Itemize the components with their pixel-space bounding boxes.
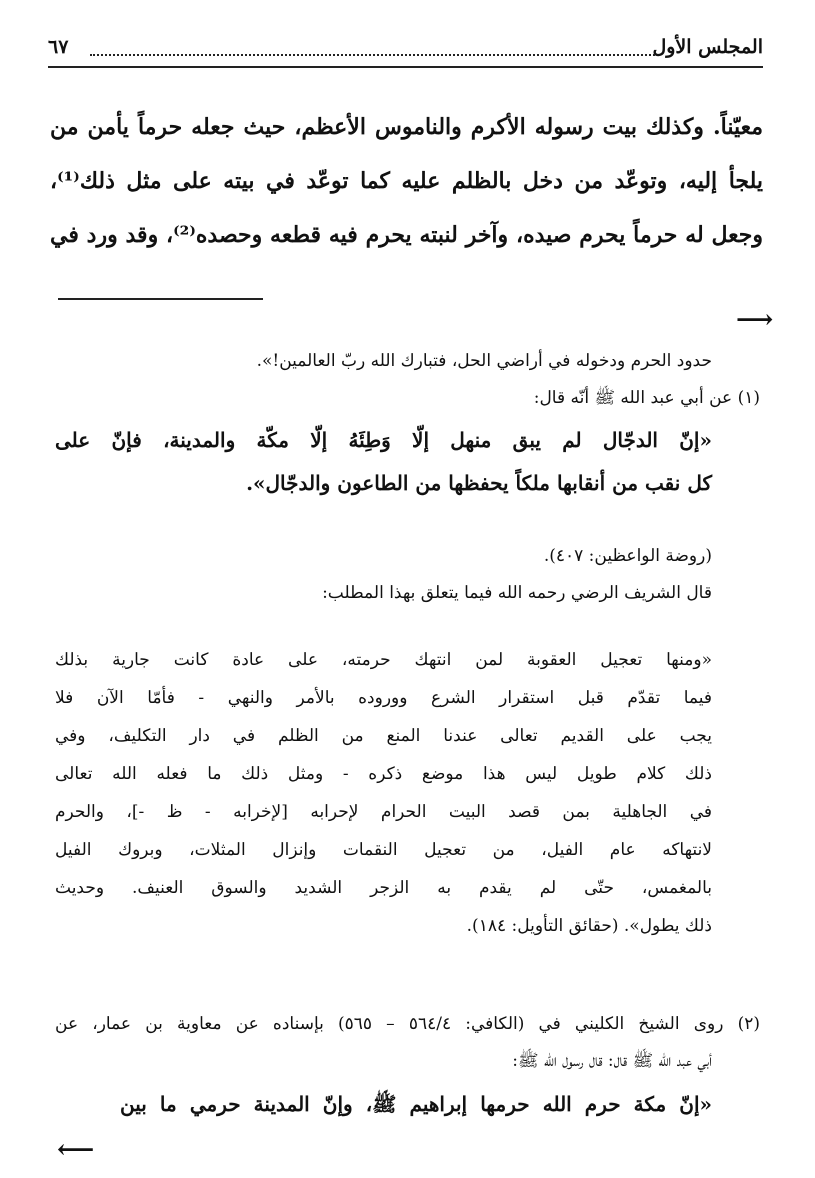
main-line: معيّناً. وكذلك بيت رسوله الأكرم والناموس الأعظم، حيث جعله حرماً يأمن من <box>50 114 763 140</box>
main-text <box>50 100 763 262</box>
footnote-line: أبي عبد الله ﷺ قال: قال رسول الله ﷺ: <box>512 1051 712 1071</box>
footnote-continuation <box>55 343 760 417</box>
footnote-line: (٢) روى الشيخ الكليني في (الكافي: ٥٦٤/٤ – ٥٦٥) بإسناده عن معاوية بن عمار، عن <box>55 1014 760 1034</box>
footnote-1-intro: (١) عن أبي عبد الله ﷺ أنّه قال: <box>533 388 760 408</box>
quote-line: «إنّ مكة حرم الله حرمها إبراهيم ﷺ، وإنّ المدينة حرمي ما بين <box>120 1092 712 1116</box>
sharif-quote <box>55 641 760 945</box>
header-rule <box>48 66 763 68</box>
quote-line: يجب على القديم تعالى عندنا المنع من الظلم في دار التكليف، وفي <box>55 726 712 746</box>
continuation-arrow-icon: ⟶ <box>736 305 774 335</box>
footnote-2-quote <box>120 1083 760 1126</box>
quote-line: «إنّ الدجّال لم يبق منهل إلّا وَطِئَهُ إلّا مكّة والمدينة، فإنّ على <box>55 428 712 452</box>
quote-line: لانتهاكه عام الفيل، من تعجيل النقمات وإنزال المثلات، وبروك الفيل <box>55 840 712 860</box>
quote-line: «ومنها تعجيل العقوبة لمن انتهك حرمته، على عادة كانت جارية بذلك <box>55 650 712 670</box>
footnote-1-rest <box>55 538 760 612</box>
quote-line: كل نقب من أنقابها ملكاً يحفظها من الطاعون والدجّال». <box>246 471 712 495</box>
sharif-intro: قال الشريف الرضي رحمه الله فيما يتعلق بهذا المطلب: <box>322 583 712 603</box>
footnote-line: حدود الحرم ودخوله في أراضي الحل، فتبارك الله ربّ العالمين!». <box>256 351 712 371</box>
quote-line: ذلك يطول». (حقائق التأويل: ١٨٤). <box>466 916 712 936</box>
footnote-1-quote <box>55 419 760 505</box>
quote-line: في الجاهلية بمن قصد البيت الحرام لإحرابه [لإخرابه - ظ -]، والحرم <box>55 802 712 822</box>
footnote-2 <box>55 1006 760 1080</box>
quote-line: ذلك كلام طويل ليس هذا موضع ذكره - ومثل ذلك ما فعله الله تعالى <box>55 764 712 784</box>
chapter-title: المجلس الأول <box>652 36 763 58</box>
quote-line: فيما تقدّم قبل استقرار الشرع ووروده بالأمر والنهي - فأمّا الآن فلا <box>55 688 712 708</box>
main-line: يلجأ إليه، وتوعّد من دخل بالظلم عليه كما توعّد في بيته على مثل ذلك⁽¹⁾، <box>50 168 763 194</box>
main-line: وجعل له حرماً يحرم صيده، وآخر لنبته يحرم فيه قطعه وحصده⁽²⁾، وقد ورد في <box>50 222 763 248</box>
footnote-separator <box>58 298 263 300</box>
continuation-arrow-icon: ⟵ <box>57 1135 95 1165</box>
footnote-1-source: (روضة الواعظين: ٤٠٧). <box>543 546 712 566</box>
page-number: ٦٧ <box>48 36 69 58</box>
quote-line: بالمغمس، حتّى لم يقدم به الزجر الشديد والسوق العنيف. وحديث <box>55 878 712 898</box>
header-dot-leader <box>90 54 655 56</box>
running-header <box>48 32 763 66</box>
